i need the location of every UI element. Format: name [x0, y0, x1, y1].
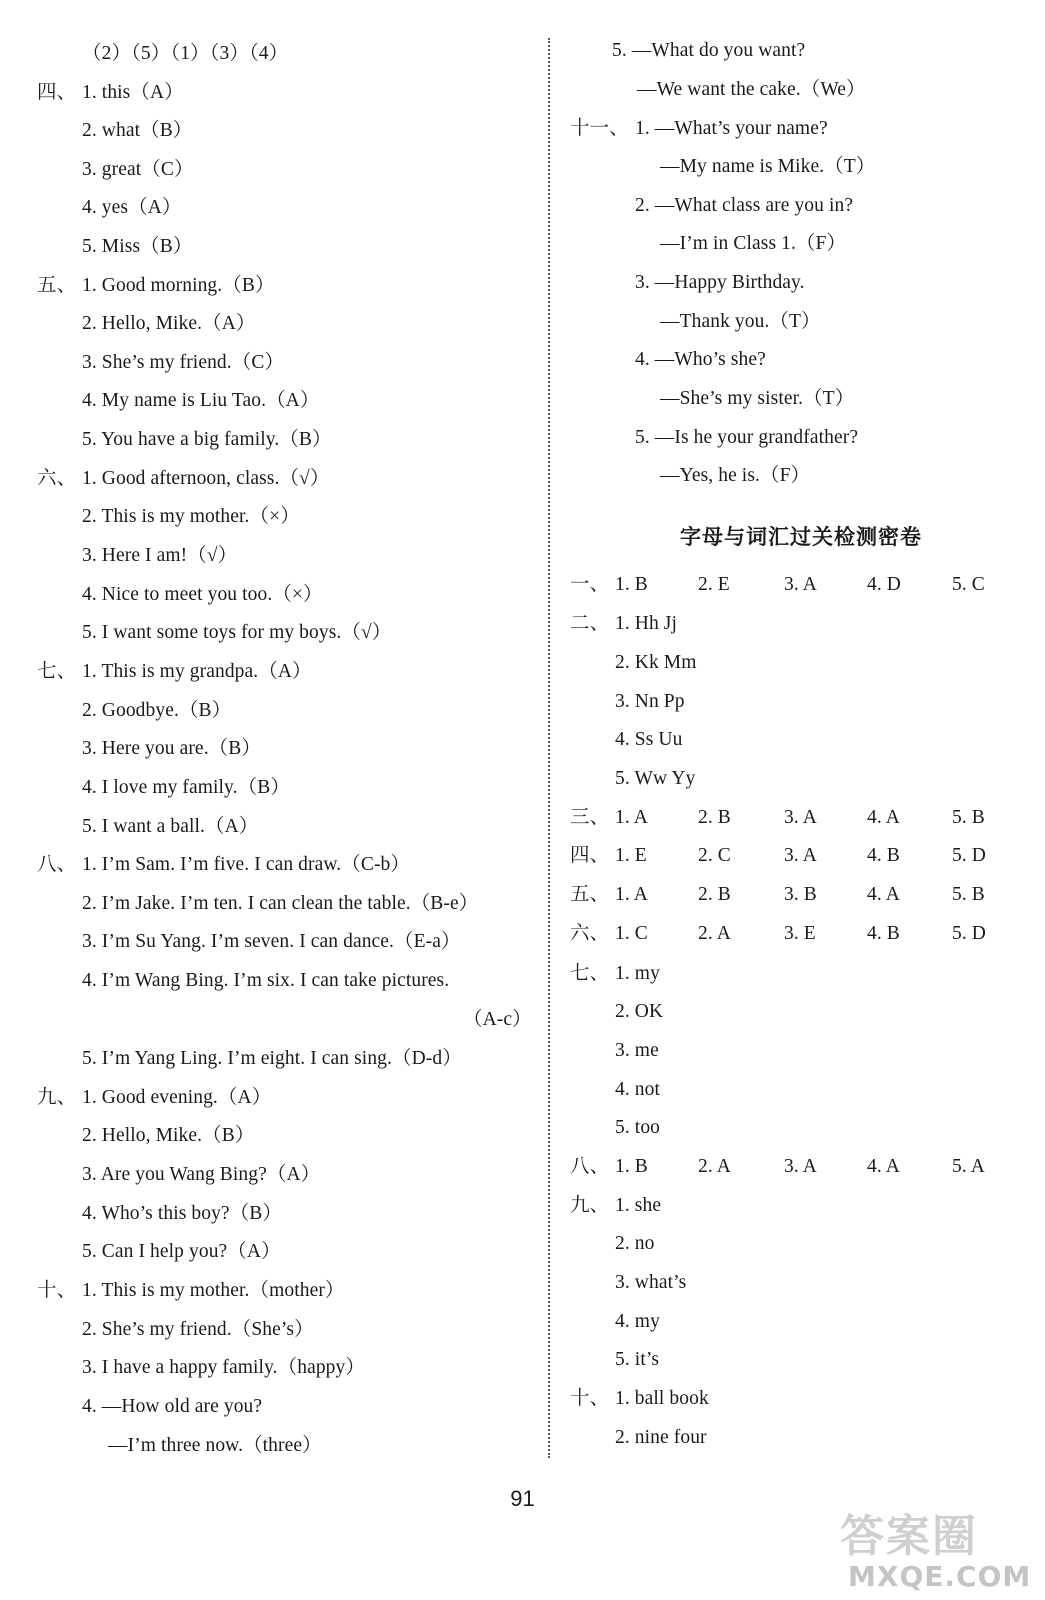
answer-line: （A-c） — [463, 1009, 532, 1030]
section-number: 五、 — [37, 275, 77, 296]
answer-line: 3. She’s my friend.（C） — [82, 352, 285, 373]
answer-cell: 4. D — [867, 574, 901, 595]
answer-line: 1. This is my grandpa.（A） — [82, 661, 312, 682]
answer-line: —Yes, he is.（F） — [660, 465, 811, 486]
answer-line: 2. She’s my friend.（She’s） — [82, 1319, 314, 1340]
answer-cell: 1. B — [615, 574, 648, 595]
answer-line: 2. OK — [615, 1001, 664, 1022]
answer-line: 5. it’s — [615, 1349, 660, 1370]
section-number: 二、 — [570, 613, 610, 634]
answer-line: 5. I want a ball.（A） — [82, 816, 259, 837]
answer-cell: 3. A — [784, 574, 817, 595]
answer-line: 4. yes（A） — [82, 197, 182, 218]
answer-cell: 2. A — [698, 923, 731, 944]
answer-line: —We want the cake.（We） — [637, 79, 866, 100]
section-number: 五、 — [570, 884, 610, 905]
answer-line: 2. Hello, Mike.（B） — [82, 1125, 255, 1146]
section-number: 十一、 — [570, 118, 629, 139]
section-number: 八、 — [37, 854, 77, 875]
answer-line: 2. I’m Jake. I’m ten. I can clean the table.（B-e） — [82, 893, 479, 914]
answer-line: —She’s my sister.（T） — [660, 388, 855, 409]
letter-pair-line: 1. Hh Jj — [615, 613, 678, 634]
answer-cell: 5. D — [952, 923, 986, 944]
answer-line: 3. what’s — [615, 1272, 687, 1293]
answer-cell: 3. A — [784, 1156, 817, 1177]
answer-line: 4. —Who’s she? — [635, 349, 766, 370]
section-heading: 字母与词汇过关检测密卷 — [680, 525, 922, 549]
answer-line: 1. my — [615, 963, 660, 984]
answer-line: 1. This is my mother.（mother） — [82, 1280, 345, 1301]
section-number: 四、 — [570, 845, 610, 866]
answer-line: 1. Good evening.（A） — [82, 1087, 272, 1108]
answer-cell: 1. C — [615, 923, 648, 944]
answer-line: 3. —Happy Birthday. — [635, 272, 805, 293]
answer-cell: 5. B — [952, 807, 985, 828]
letter-pair-line: 4. Ss Uu — [615, 729, 683, 750]
answer-line: 3. I’m Su Yang. I’m seven. I can dance.（E-a） — [82, 931, 461, 952]
answer-cell: 1. B — [615, 1156, 648, 1177]
answer-line: 2. Goodbye.（B） — [82, 700, 232, 721]
answer-line: 3. Here you are.（B） — [82, 738, 261, 759]
answer-line: —My name is Mike.（T） — [660, 156, 876, 177]
answer-line: 3. Here I am!（√） — [82, 545, 238, 566]
answer-line: 5. too — [615, 1117, 661, 1138]
answer-line: 5. You have a big family.（B） — [82, 429, 332, 450]
section-number: 九、 — [37, 1087, 77, 1108]
section-number: 六、 — [37, 468, 77, 489]
answer-line: 4. Nice to meet you too.（×） — [82, 584, 323, 605]
answer-cell: 3. B — [784, 884, 817, 905]
answer-line: 2. This is my mother.（×） — [82, 506, 300, 527]
answer-cell: 4. B — [867, 845, 900, 866]
answer-line: 4. not — [615, 1079, 661, 1100]
letter-pair-line: 5. Ww Yy — [615, 768, 696, 789]
answer-cell: 3. A — [784, 807, 817, 828]
answer-line: 3. Are you Wang Bing?（A） — [82, 1164, 321, 1185]
answer-line: 4. my — [615, 1311, 660, 1332]
answer-line: 3. great（C） — [82, 159, 194, 180]
answer-line: 2. nine four — [615, 1427, 707, 1448]
answer-line: 5. —Is he your grandfather? — [635, 427, 859, 448]
answer-cell: 5. C — [952, 574, 985, 595]
section-number: 六、 — [570, 923, 610, 944]
answer-line: 5. I want some toys for my boys.（√） — [82, 622, 392, 643]
answer-cell: 2. C — [698, 845, 731, 866]
answer-line: 1. she — [615, 1195, 662, 1216]
answer-line: 2. Hello, Mike.（A） — [82, 313, 256, 334]
answer-cell: 3. E — [784, 923, 816, 944]
answer-line: 1. Good afternoon, class.（√） — [82, 468, 330, 489]
answer-cell: 4. A — [867, 807, 900, 828]
answer-line: 5. I’m Yang Ling. I’m eight. I can sing.（D-d） — [82, 1048, 462, 1069]
letter-pair-line: 2. Kk Mm — [615, 652, 697, 673]
answer-cell: 2. A — [698, 1156, 731, 1177]
answer-line: 5. Miss（B） — [82, 236, 193, 257]
answer-line: 3. me — [615, 1040, 659, 1061]
answer-line: 2. —What class are you in? — [635, 195, 854, 216]
answer-line: 1. I’m Sam. I’m five. I can draw.（C-b） — [82, 854, 410, 875]
answer-line: 2. what（B） — [82, 120, 193, 141]
answer-line: 1. ball book — [615, 1388, 709, 1409]
section-number: 七、 — [37, 661, 77, 682]
section-number: 八、 — [570, 1156, 610, 1177]
answer-line: 1. Good morning.（B） — [82, 275, 275, 296]
answer-cell: 4. A — [867, 1156, 900, 1177]
section-number: 十、 — [570, 1388, 610, 1409]
answer-line: 3. I have a happy family.（happy） — [82, 1357, 365, 1378]
page-number: 91 — [510, 1486, 535, 1511]
section-number: 三、 — [570, 807, 610, 828]
answer-line: 1. this（A） — [82, 82, 184, 103]
watermark-logo — [840, 1500, 1040, 1596]
answer-line: 2. no — [615, 1233, 655, 1254]
answer-cell: 2. B — [698, 807, 731, 828]
answer-cell: 1. E — [615, 845, 647, 866]
answer-line: 4. I love my family.（B） — [82, 777, 290, 798]
section-number: 七、 — [570, 963, 610, 984]
answer-cell: 4. A — [867, 884, 900, 905]
answer-cell: 1. A — [615, 884, 648, 905]
section-number: 一、 — [570, 574, 610, 595]
answer-cell: 2. B — [698, 884, 731, 905]
answer-line: 4. My name is Liu Tao.（A） — [82, 390, 320, 411]
answer-cell: 5. D — [952, 845, 986, 866]
letter-pair-line: 3. Nn Pp — [615, 691, 685, 712]
answer-line: 5. —What do you want? — [612, 40, 806, 61]
answer-cell: 2. E — [698, 574, 730, 595]
answer-cell: 4. B — [867, 923, 900, 944]
answer-line: （2）（5）（1）（3）（4） — [82, 43, 289, 64]
answer-line: 1. —What’s your name? — [635, 118, 828, 139]
section-number: 十、 — [37, 1280, 77, 1301]
answer-cell: 3. A — [784, 845, 817, 866]
answer-line: 5. Can I help you?（A） — [82, 1241, 281, 1262]
section-number: 四、 — [37, 82, 77, 103]
answer-line: —I’m in Class 1.（F） — [660, 233, 847, 254]
watermark-url-text: MXQE.COM — [848, 1560, 1032, 1593]
answer-cell: 5. A — [952, 1156, 985, 1177]
answer-cell: 1. A — [615, 807, 648, 828]
answer-line: 4. Who’s this boy?（B） — [82, 1203, 282, 1224]
answer-line: —I’m three now.（three） — [108, 1435, 322, 1456]
section-number: 九、 — [570, 1195, 610, 1216]
column-divider — [548, 38, 550, 1458]
answer-line: 4. I’m Wang Bing. I’m six. I can take pictures. — [82, 970, 450, 991]
answer-cell: 5. B — [952, 884, 985, 905]
watermark-top-text: 答案圈 — [840, 1511, 978, 1562]
answer-line: —Thank you.（T） — [660, 311, 821, 332]
answer-line: 4. —How old are you? — [82, 1396, 263, 1417]
